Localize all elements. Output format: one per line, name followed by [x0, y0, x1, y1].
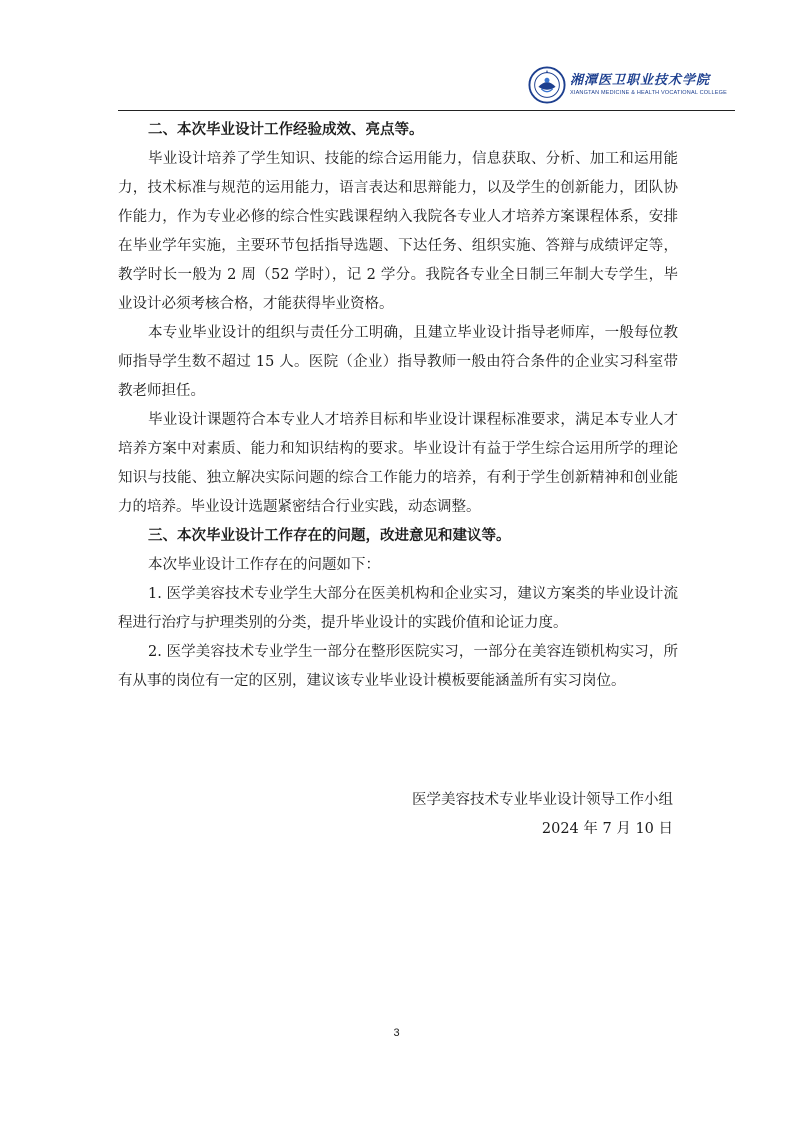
section-heading: 三、本次毕业设计工作存在的问题，改进意见和建议等。	[148, 528, 511, 544]
signature-date: 2024 年 7 月 10 日	[541, 821, 673, 837]
list-item: 1. 医学美容技术专业学生大部分在医美机构和企业实习，建议方案类的毕业设计流程进行治疗与护理类别的分类，提升毕业设计的实践价值和论证力度。	[118, 586, 678, 631]
signature-block	[412, 786, 673, 844]
paragraph: 本专业毕业设计的组织与责任分工明确，且建立毕业设计指导老师库，一般每位教师指导学生数不超过 15 人。医院（企业）指导教师一般由符合条件的企业实习科室带教老师担任。	[118, 325, 678, 399]
list-item: 2. 医学美容技术专业学生一部分在整形医院实习，一部分在美容连锁机构实习，所有从事的岗位有一定的区别，建议该专业毕业设计模板要能涵盖所有实习岗位。	[118, 644, 678, 689]
college-logo	[528, 66, 727, 104]
section-heading: 二、本次毕业设计工作经验成效、亮点等。	[148, 122, 424, 138]
page-header	[118, 62, 735, 112]
college-name-cn: 湘潭医卫职业技术学院	[569, 73, 710, 88]
paragraph: 本次毕业设计工作存在的问题如下：	[148, 557, 380, 573]
document-body	[118, 116, 678, 696]
signature-org: 医学美容技术专业毕业设计领导工作小组	[412, 792, 673, 808]
page-number: 3	[393, 1027, 400, 1039]
header-divider	[118, 110, 735, 111]
paragraph: 毕业设计培养了学生知识、技能的综合运用能力，信息获取、分析、加工和运用能力，技术标准与规范的运用能力，语言表达和思辩能力，以及学生的创新能力，团队协作能力，作为专业必修的综合性实践课程纳入我院各专业人才培养方案课程体系，安排在毕业学年实施，主要环节包括指导选题、下达任务、组织实施、答辩与成绩评定等，教学时长一般为 2 周（52 学时），记 2 学分。我院各专业全日制三年制大专学生，毕业设计必须考核合格，才能获得毕业资格。	[118, 151, 678, 312]
paragraph: 毕业设计课题符合本专业人才培养目标和毕业设计课程标准要求，满足本专业人才培养方案中对素质、能力和知识结构的要求。毕业设计有益于学生综合运用所学的理论知识与技能、独立解决实际问题的综合工作能力的培养，有利于学生创新精神和创业能力的培养。毕业设计选题紧密结合行业实践，动态调整。	[118, 412, 678, 515]
college-emblem-icon	[528, 66, 566, 104]
college-name-en: XIANGTAN MEDICINE & HEALTH VOCATIONAL COLLEGE	[569, 90, 727, 96]
